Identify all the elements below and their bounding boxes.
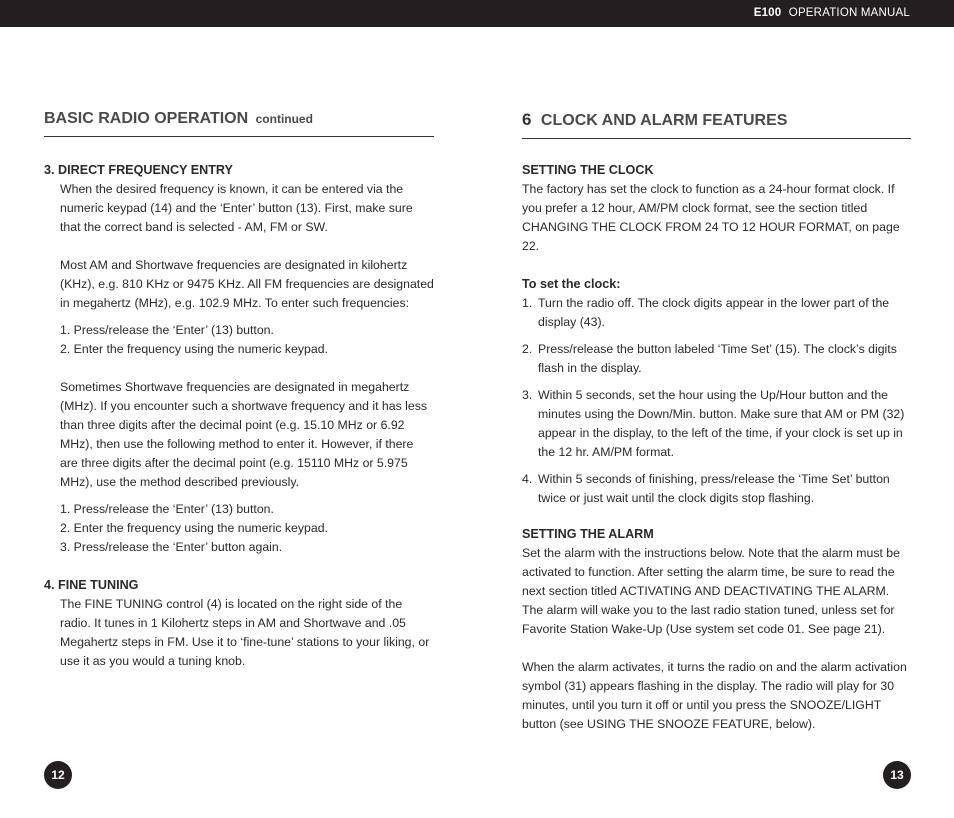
- dfe-paragraph-3: Sometimes Shortwave frequencies are designated in megahertz (MHz). If you encounter such a shortwave frequency and it has less than three digits after the decimal point (e.g. 15.10 MHz or 6.92 MHz), then use the following method to enter it. However, if there are three digits after the decimal point (e.g. 15110 MHz or 5.975 MHz), use the method described previously.: [60, 380, 428, 489]
- list-item: 3. Press/release the ‘Enter’ button again.: [60, 540, 283, 554]
- step-text: Press/release the button labeled ‘Time Set’ (15). The clock’s digits flash in the display.: [538, 342, 897, 375]
- list-item: 1. Press/release the ‘Enter’ (13) button.: [60, 323, 274, 337]
- section-number: 6: [522, 110, 532, 129]
- manual-header: [754, 7, 910, 19]
- list-item: [522, 340, 911, 378]
- list-item: 1. Press/release the ‘Enter’ (13) button.: [60, 502, 274, 516]
- model-name: E100: [753, 7, 782, 19]
- dfe-paragraph-2: Most AM and Shortwave frequencies are designated in kilohertz (KHz), e.g. 810 KHz or 9475 KHz. All FM frequencies are designated in megahertz (MHz), e.g. 102.9 MHz. To enter such frequencies:: [60, 258, 434, 310]
- section-title-text: CLOCK AND ALARM FEATURES: [540, 112, 788, 129]
- setting-the-clock: [522, 161, 911, 508]
- section-title-text: BASIC RADIO OPERATION: [44, 110, 249, 127]
- page-number-left: 12: [44, 761, 72, 789]
- dfe-paragraph-1: When the desired frequency is known, it can be entered via the numeric keypad (14) and the ‘Enter’ button (13). First, make sure that the correct band is selected - AM, FM or SW.: [60, 182, 413, 234]
- dfe-heading: 3. DIRECT FREQUENCY ENTRY: [44, 163, 233, 177]
- dfe-list-2: [44, 500, 434, 557]
- fine-tuning-paragraph: The FINE TUNING control (4) is located on the right side of the radio. It tunes in 1 Kilohertz steps in AM and Shortwave and .05 Megahertz steps in FM. Use it to ‘fine-tune’ stations to your liking, or use it as you would a tuning knob.: [60, 597, 430, 668]
- step-number: 4.: [522, 472, 533, 486]
- step-number: 1.: [522, 296, 533, 310]
- step-number: 3.: [522, 388, 533, 402]
- section-title-clock-alarm: [522, 110, 911, 139]
- clock-heading: SETTING THE CLOCK: [522, 163, 654, 177]
- manual-title: OPERATION MANUAL: [788, 7, 910, 19]
- fine-tuning-heading: 4. FINE TUNING: [44, 578, 139, 592]
- list-item: 2. Enter the frequency using the numeric keypad.: [60, 342, 328, 356]
- clock-steps: [522, 294, 911, 508]
- setting-the-alarm: [522, 525, 911, 734]
- list-item: [522, 386, 911, 462]
- clock-paragraph: The factory has set the clock to function as a 24-hour format clock. If you prefer a 12 hour, AM/PM clock format, see the section titled CHANGING THE CLOCK FROM 24 TO 12 HOUR FORMAT, on page 22.: [522, 182, 900, 253]
- clock-subheading: To set the clock:: [522, 277, 621, 291]
- alarm-heading: SETTING THE ALARM: [522, 527, 654, 541]
- step-text: Within 5 seconds of finishing, press/release the ‘Time Set’ button twice or just wait until the clock digits stop flashing.: [538, 472, 890, 505]
- alarm-paragraph-2: When the alarm activates, it turns the radio on and the alarm activation symbol (31) appears flashing in the display. The radio will play for 30 minutes, until you turn it off or until you press the SNOOZE/LIGHT button (see USING THE SNOOZE FEATURE, below).: [522, 660, 907, 731]
- dfe-list-1: [44, 321, 434, 359]
- step-text: Within 5 seconds, set the hour using the Up/Hour button and the minutes using the Down/Min. button. Make sure that AM or PM (32) appear in the display, to the left of the time, if your clock is set up in the 12 hr. AM/PM format.: [538, 388, 905, 459]
- direct-frequency-entry: [44, 161, 434, 671]
- list-item: 2. Enter the frequency using the numeric keypad.: [60, 521, 328, 535]
- list-item: [522, 470, 911, 508]
- page-header-bar: [0, 0, 954, 27]
- section-title-basic-radio: [44, 110, 434, 137]
- section-title-suffix: continued: [255, 112, 313, 126]
- alarm-paragraph-1: Set the alarm with the instructions below. Note that the alarm must be activated to function. After setting the alarm time, be sure to read the next section titled ACTIVATING AND DEACTIVATING THE ALARM. The alarm will wake you to the last radio station tuned, unless set for Favorite Station Wake-Up (Use system set code 01. See page 21).: [522, 546, 900, 636]
- step-text: Turn the radio off. The clock digits appear in the lower part of the display (43).: [538, 296, 890, 329]
- step-number: 2.: [522, 342, 533, 356]
- list-item: [522, 294, 911, 332]
- page-number-right: 13: [883, 761, 911, 789]
